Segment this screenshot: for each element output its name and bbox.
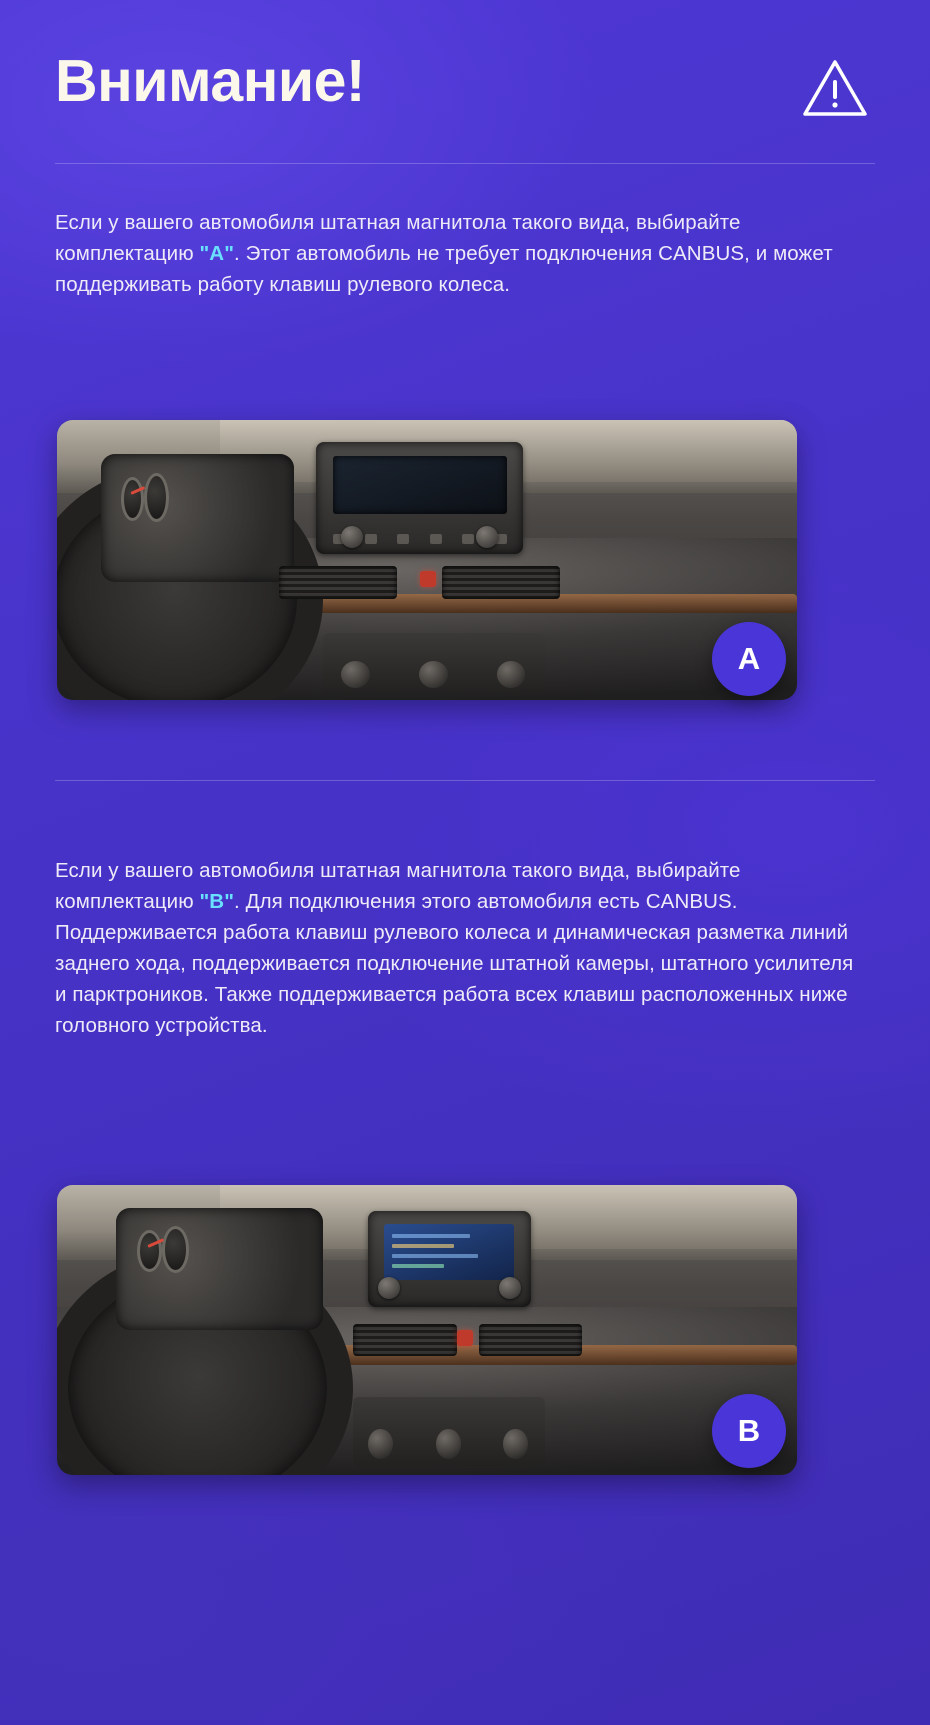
warning-triangle-icon — [802, 58, 868, 118]
variant-tag-b: "B" — [199, 890, 235, 913]
description-b — [55, 855, 855, 1041]
description-b-part1: Если у вашего автомобиля штатная магнитола такого вида, выбирайте комплектацию — [55, 859, 741, 913]
divider-top — [55, 163, 875, 164]
car-dashboard-photo-variant-b — [57, 1185, 797, 1475]
description-a-part3: . Этот автомобиль не требует подключения CANBUS, и может поддерживать работу клавиш рулевого колеса. — [55, 242, 833, 296]
page-title: Внимание! — [55, 48, 366, 114]
description-b-part3: . Для подключения этого автомобиля есть CANBUS. Поддерживается работа клавиш рулевого колеса и динамическая разметка линий заднего хода, поддерживается подключение штатной камеры, штатного усилителя и парктроников. Также поддерживается работа всех клавиш расположенных ниже головного устройства. — [55, 890, 854, 1037]
variant-badge-a: A — [712, 622, 786, 696]
page-header — [0, 0, 930, 172]
variant-tag-a: "A" — [199, 242, 235, 265]
description-a-part1: Если у вашего автомобиля штатная магнитола такого вида, выбирайте комплектацию — [55, 211, 741, 265]
divider-middle — [55, 780, 875, 781]
description-a — [55, 207, 855, 300]
variant-badge-b: B — [712, 1394, 786, 1468]
car-dashboard-photo-variant-a — [57, 420, 797, 700]
